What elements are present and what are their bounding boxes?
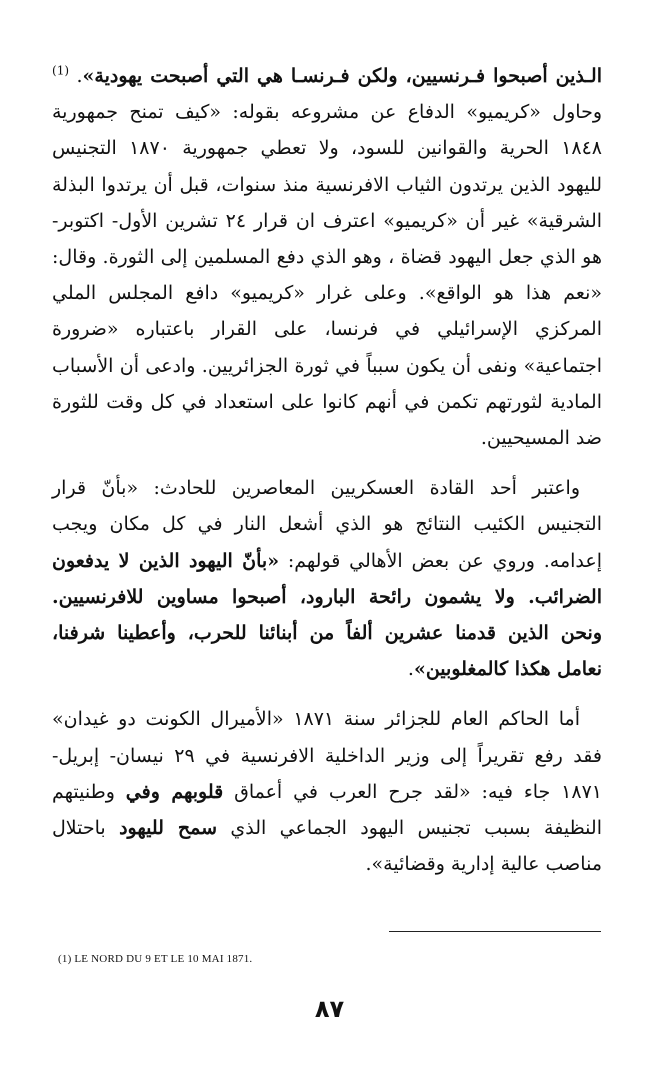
text-segment: واعتبر أحد القادة العسكريين المعاصرين للحادث: «بأنّ قرار التجنيس الكئيب النتائج هو الذي أشعل النار في كل مكان ويجب إعدامه. وروي عن بعض الأهالي قولهم: [52, 477, 602, 572]
text-segment: أما الحاكم العام للجزائر سنة ١٨٧١ «الأميرال الكونت دو غيدان» فقد رفع تقريراً إلى وزير الداخلية الافرنسية في ٢٩ نيسان- إبريل- ١٨٧١ جاء فيه: «لقد جرح العرب في أعماق [52, 708, 602, 803]
text-segment: باحتلال مناصب عالية إدارية وقضائية». [52, 817, 602, 876]
bold-text-segment: قلوبهم وفي [125, 780, 224, 803]
footnote-reference: (1) [52, 63, 70, 78]
bold-text-segment: الـذين أصبحوا فـرنسيين، ولكن فـرنسـا هي التي أصبحت يهودية» [82, 65, 602, 87]
footnote: (1) LE NORD DU 9 ET LE 10 MAI 1871. [58, 953, 253, 965]
page-number: ٨٧ [314, 995, 345, 1023]
text-segment: . [69, 65, 83, 87]
bold-text-segment: سمح لليهود [119, 817, 218, 840]
paragraph-1 [52, 58, 602, 456]
paragraph-3 [52, 701, 602, 882]
footnote-separator [389, 931, 601, 932]
text-segment: وطنيتهم النظيفة بسبب تجنيس اليهود الجماعي الذي [52, 780, 602, 840]
text-segment: وحاول «كريميو» الدفاع عن مشروعه بقوله: «كيف تمنح جمهورية ١٨٤٨ الحرية والقوانين للسود، ولا تعطي جمهورية ١٨٧٠ التجنيس لليهود الذين يرتدون الثياب الافرنسية منذ سنوات، قبل أن يرتدوا البذلة الشرقية» غير أن «كريميو» اعترف ان قرار ٢٤ تشرين الأول- اكتوبر- هو الذي جعل اليهود قضاة ، وهو الذي دفع المسلمين إلى الثورة. وقال: «نعم هذا هو الواقع». وعلى غرار «كريميو» دافع المجلس الملي المركزي الإسرائيلي في فرنسا، على القرار باعتباره «ضرورة اجتماعية» ونفى أن يكون سبباً في ثورة الجزائريين. وادعى أن الأسباب المادية لثورتهم تكمن في أنهم كانوا على استعداد في كل وقت للثورة ضد المسيحيين. [52, 101, 603, 450]
text-segment: . [407, 658, 414, 681]
bold-text-segment: «بأنّ اليهود الذين لا يدفعون الضرائب. ولا يشمون رائحة البارود، أصبحوا مساوين للافرنسيين. ونحن الذين قدمنا عشرين ألفاً من أبنائنا للحرب، وأعطينا شرفنا، نعامل هكذا كالمغلوبين» [52, 549, 603, 681]
page-body [52, 58, 602, 882]
paragraph-2 [52, 470, 602, 687]
